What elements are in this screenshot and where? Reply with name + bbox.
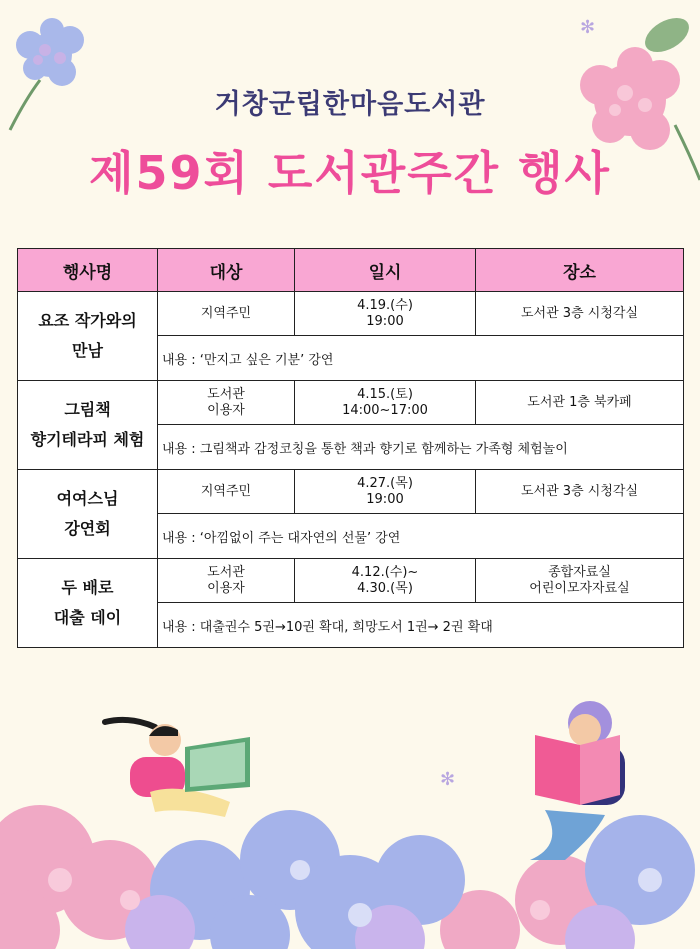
- event-datetime: 4.27.(목) 19:00: [295, 470, 476, 514]
- table-row: [18, 559, 684, 603]
- library-name: 거창군립한마음도서관: [214, 89, 486, 120]
- table-row: [18, 381, 684, 425]
- table-row: [18, 470, 684, 514]
- event-name-cell: [18, 470, 158, 559]
- column-header-event-name: 행사명: [18, 249, 158, 292]
- event-content: 내용 : 그림책과 감정코칭을 통한 책과 향기로 함께하는 가족형 체험놀이: [158, 425, 684, 470]
- event-name: 여여스님 강연회: [56, 489, 119, 538]
- event-name: 요조 작가와의 만남: [38, 311, 137, 360]
- table-row: [18, 292, 684, 336]
- event-name-cell: [18, 292, 158, 381]
- event-place: 도서관 3층 시청각실: [476, 292, 684, 336]
- svg-text:✻: ✻: [580, 17, 596, 38]
- column-header-target: 대상: [158, 249, 295, 292]
- event-datetime: 4.12.(수)~ 4.30.(목): [295, 559, 476, 603]
- event-name: 그림책 향기테라피 체험: [30, 400, 145, 449]
- event-target: 도서관 이용자: [158, 559, 295, 603]
- column-header-place: 장소: [476, 249, 684, 292]
- boy-reading-illustration: [505, 695, 640, 860]
- page-title: 제59회 도서관주간 행사: [89, 146, 611, 200]
- event-name-cell: [18, 381, 158, 470]
- event-datetime: 4.19.(수) 19:00: [295, 292, 476, 336]
- girl-reading-illustration: [100, 712, 270, 832]
- event-name: 두 배로 대출 데이: [53, 578, 122, 627]
- event-content: 내용 : ‘아낌없이 주는 대자연의 선물’ 강연: [158, 514, 684, 559]
- event-datetime: 4.15.(토) 14:00~17:00: [295, 381, 476, 425]
- event-place: 도서관 1층 북카페: [476, 381, 684, 425]
- event-content: 내용 : 대출권수 5권→10권 확대, 희망도서 1권→ 2권 확대: [158, 603, 684, 648]
- event-content: 내용 : ‘만지고 싶은 기분’ 강연: [158, 336, 684, 381]
- event-place: 도서관 3층 시청각실: [476, 470, 684, 514]
- event-target: 도서관 이용자: [158, 381, 295, 425]
- event-name-cell: [18, 559, 158, 648]
- event-target: 지역주민: [158, 292, 295, 336]
- event-target: 지역주민: [158, 470, 295, 514]
- table-header-row: [18, 249, 684, 292]
- event-place: 종합자료실 어린이모자자료실: [476, 559, 684, 603]
- column-header-datetime: 일시: [295, 249, 476, 292]
- event-schedule-table: [17, 248, 684, 648]
- svg-text:✻: ✻: [440, 769, 456, 790]
